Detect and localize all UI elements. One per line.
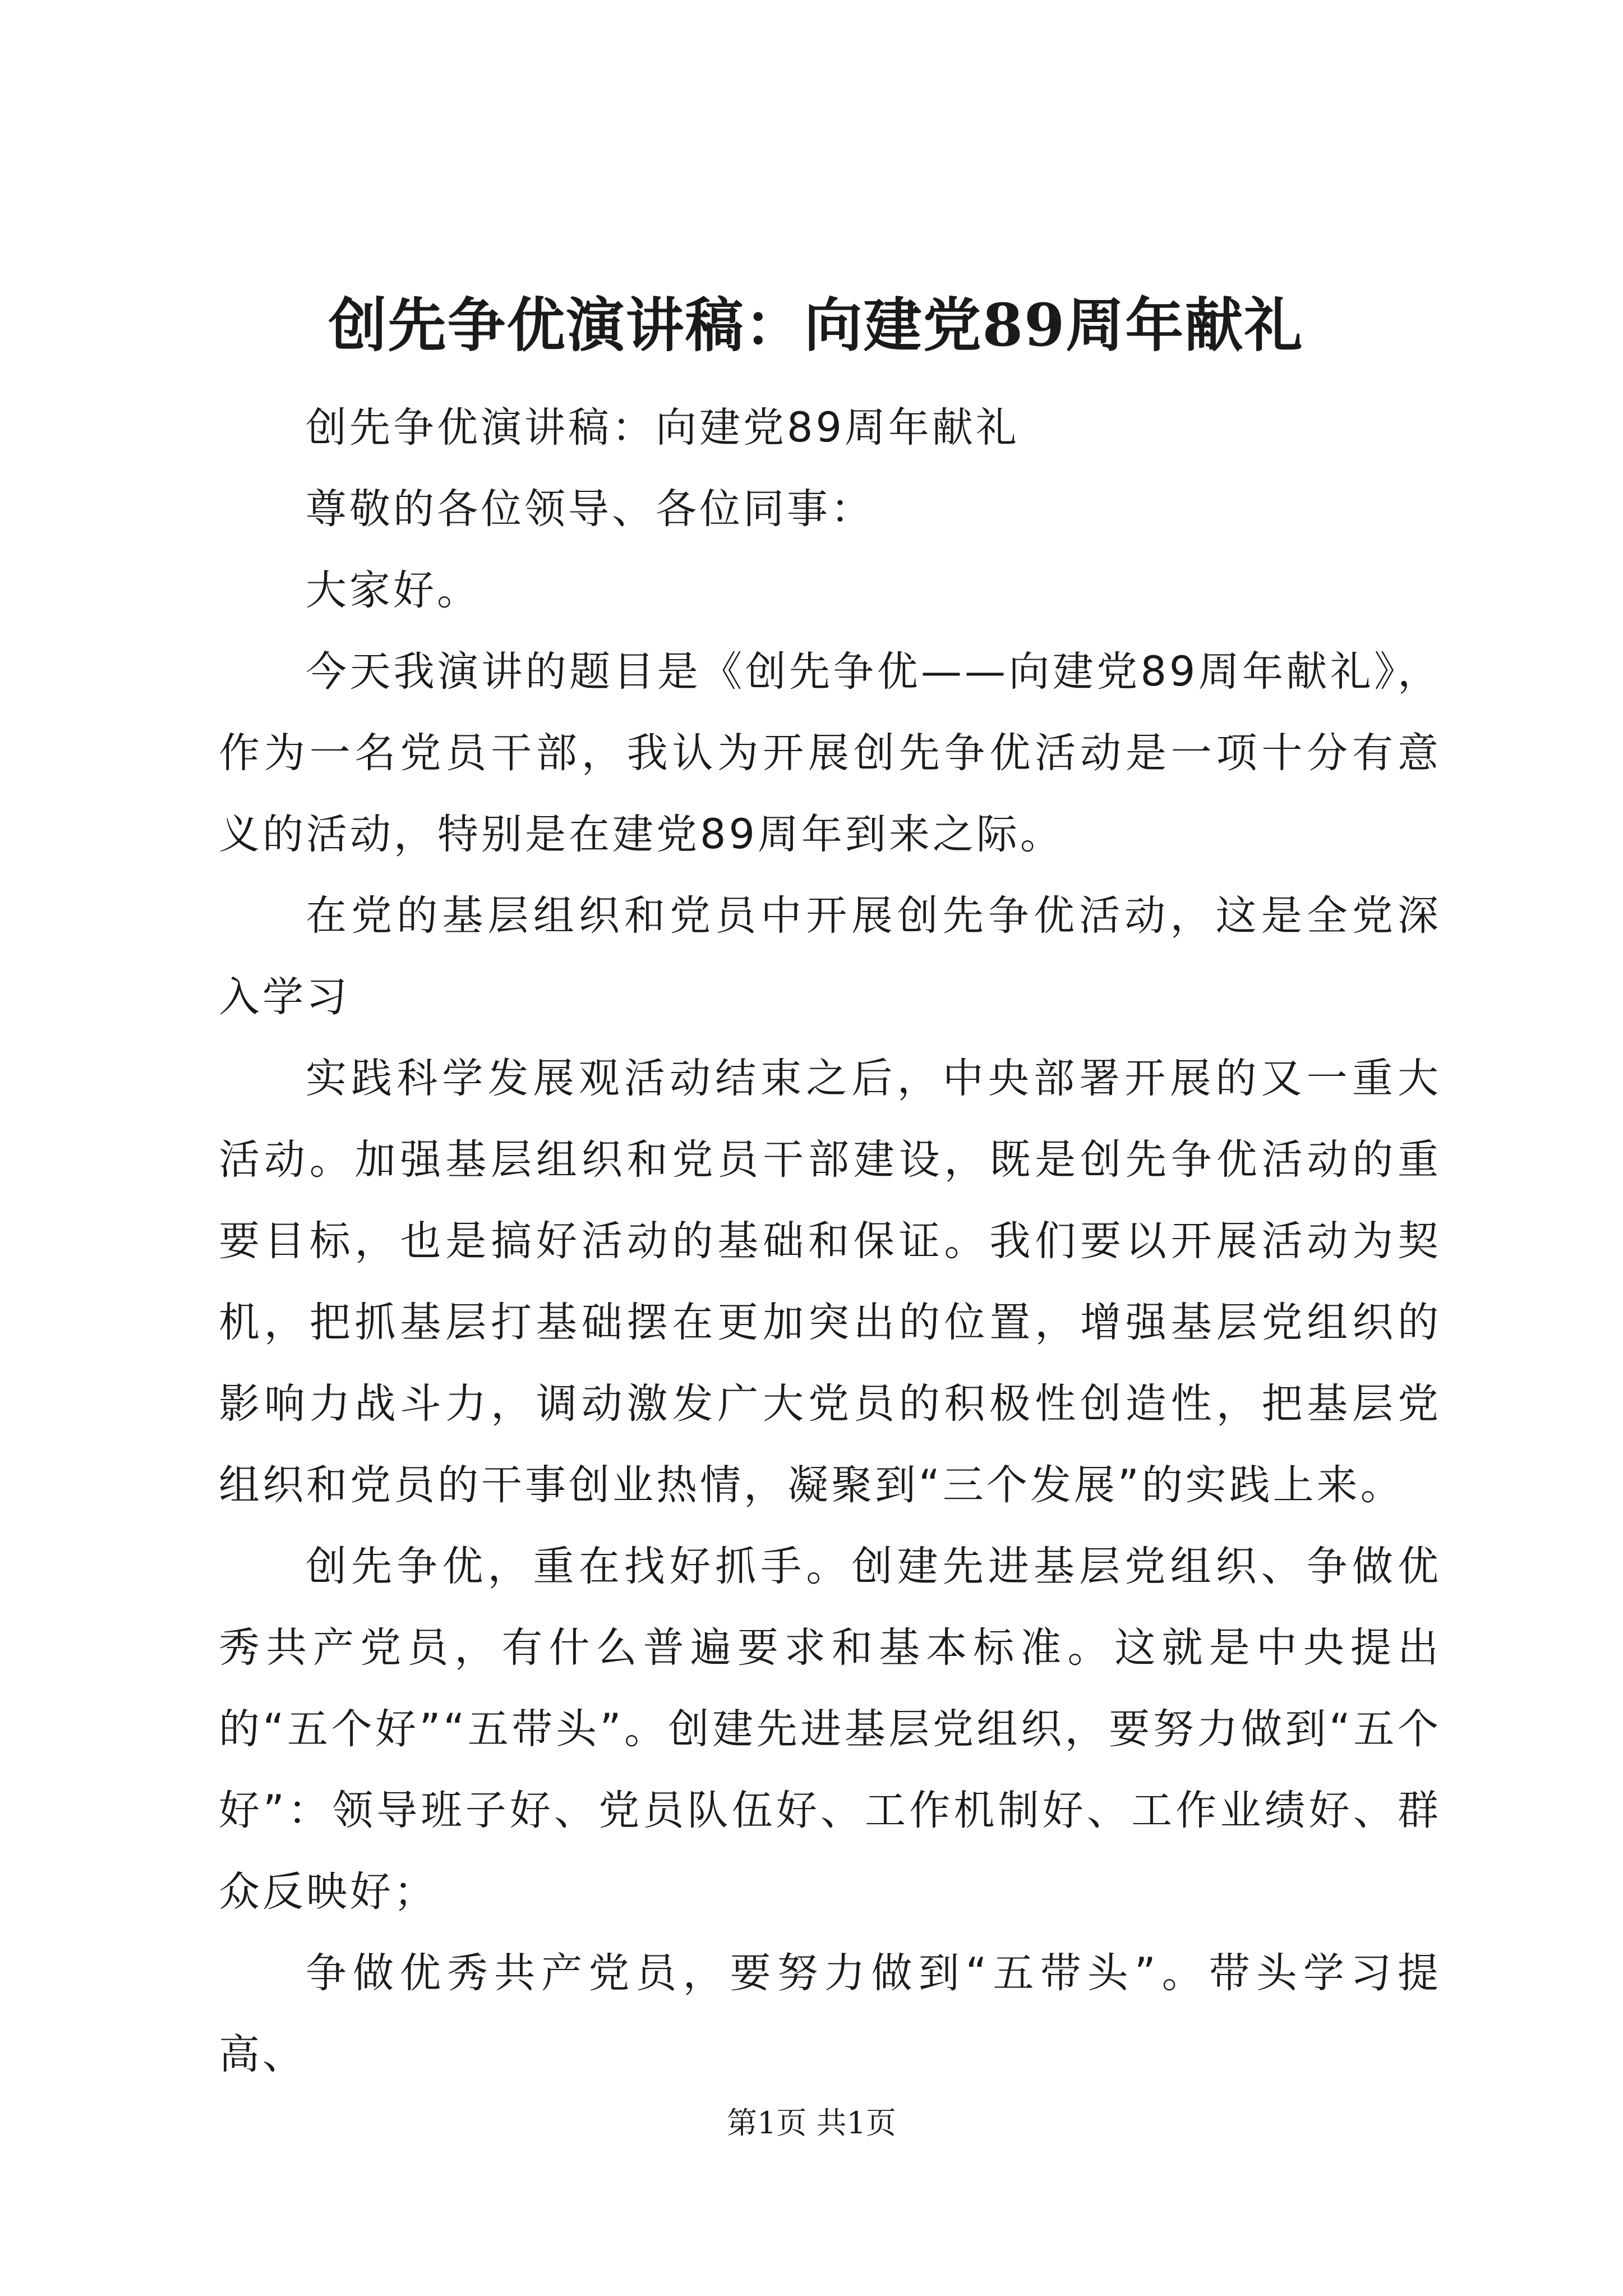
document-title: 创先争优演讲稿：向建党89周年献礼 (328, 291, 1304, 360)
paragraph-hello: 大家好。 (306, 567, 481, 614)
document-body (219, 387, 1441, 2095)
paragraph-standards: 创先争优，重在找好抓手。创建先进基层党组织、争做优秀共产党员，有什么普遍要求和基本标准。这就是中央提出的“五个好”“五带头”。创建先进基层党组织，要努力做到“五个好”：领导班子好、党员队伍好、工作机制好、工作业绩好、群众反映好； (219, 1543, 1441, 1916)
paragraph-subtitle: 创先争优演讲稿：向建党89周年献礼 (306, 404, 1020, 452)
paragraph-background: 在党的基层组织和党员中开展创先争优活动，这是全党深入学习 (219, 892, 1441, 1021)
paragraph-significance: 实践科学发展观活动结束之后，中央部署开展的又一重大活动。加强基层组织和党员干部建设，既是创先争优活动的重要目标，也是搞好活动的基础和保证。我们要以开展活动为契机，把抓基层打基础摆在更加突出的位置，增强基层党组织的影响力战斗力，调动激发广大党员的积极性创造性，把基层党组织和党员的干事创业热情，凝聚到“三个发展”的实践上来。 (219, 1055, 1441, 1509)
paragraph-topic: 今天我演讲的题目是《创先争优——向建党89周年献礼》，作为一名党员干部，我认为开展创先争优活动是一项十分有意义的活动，特别是在建党89周年到来之际。 (219, 648, 1441, 858)
paragraph-greeting: 尊敬的各位领导、各位同事： (306, 485, 874, 533)
paragraph-five-leads: 争做优秀共产党员，要努力做到“五带头”。带头学习提高、 (219, 1949, 1441, 2078)
page-footer: 第1页 共1页 (727, 2105, 896, 2141)
